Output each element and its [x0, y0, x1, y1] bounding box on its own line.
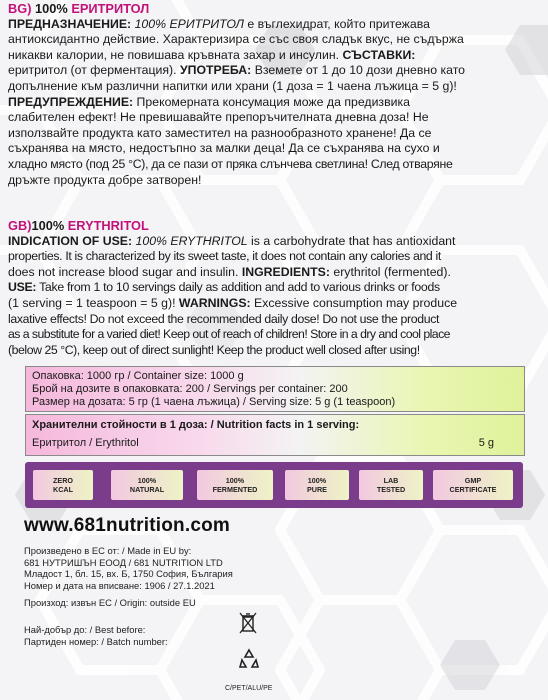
- bg-line-10: хладно място (под 25 °C), да се пази от пряка слънчева светлина! След отваряне: [8, 156, 453, 171]
- bg-text-block: [8, 1, 540, 188]
- gb-text-block: [8, 218, 540, 358]
- bg-line-7: слабителен ефект! Не превишавайте препоръчителната дневна доза! Не: [8, 110, 429, 125]
- gb-line-4: USE: Take from 1 to 10 servings daily as addition and add to various drinks or foods: [8, 280, 440, 295]
- package-info-panel: [25, 366, 525, 412]
- recycle-material-label: C/PET/ALU/PE: [225, 685, 273, 692]
- bg-line-2: антиоксидантно действие. Характеризира се със своя сладък вкус, не съдържа: [8, 32, 464, 47]
- manufacturer-info: Произведено в ЕС от: / Made in EU by: 681 НУТРИШЪН ЕООД / 681 NUTRITION LTD Младост 1, бл. 15, вх. Б, 1750 София, България Номер и дата на вписване: 1906 / 27.1.2021: [24, 545, 233, 591]
- badge-zero-kcal: ZERO KCAL: [33, 470, 93, 500]
- best-before: Най-добър до: / Best before:: [24, 624, 146, 635]
- origin-info: Произход: извън ЕС / Origin: outside EU: [24, 597, 196, 608]
- badge-gmp-certificate: GMP CERTIFICATE: [433, 470, 513, 500]
- nutrition-panel: [25, 414, 525, 456]
- bg-line-3: никакви калории, не повишава кръвната захар и инсулин. СЪСТАВКИ:: [8, 47, 416, 62]
- bg-heading: BG) 100% ЕРИТРИТОЛ: [8, 1, 150, 16]
- bg-line-5: допълнение към различни напитки или храни (1 доза = 1 чаена лъжица = 5 g)!: [8, 78, 457, 93]
- crossed-bin-icon: [239, 612, 257, 634]
- package-serving-size: Размер на дозата: 5 гр (1 чаена лъжица) / Serving size: 5 g (1 teaspoon): [32, 396, 396, 408]
- gb-line-2: properties. It is characterized by its sweet taste, it does not contain any calories and it: [8, 249, 441, 264]
- bg-line-4: еритритол (от ферментация). УПОТРЕБА: Вземете от 1 до 10 дози дневно като: [8, 63, 466, 78]
- gb-line-3: does not increase blood sugar and insulin. INGREDIENTS: erythritol (fermented).: [8, 264, 451, 279]
- gb-line-8: (below 25 °C), keep out of direct sunlight! Keep the product well closed after using!: [8, 342, 420, 357]
- gb-line-6: laxative effects! Do not exceed the recommended daily dose! Do not use the product: [8, 311, 440, 326]
- bg-line-11: дръжте продукта добре затворен!: [8, 172, 202, 187]
- gb-line-7: as a substitute for a varied diet! Keep out of reach of children! Store in a dry and cool place: [8, 327, 450, 342]
- bg-line-8: използвайте продукта като заместител на разнообразното хранене! Да се: [8, 125, 432, 140]
- gb-heading: GB)100% ERYTHRITOL: [8, 218, 149, 233]
- badge-pure: 100% PURE: [285, 470, 349, 500]
- badge-natural: 100% NATURAL: [111, 470, 183, 500]
- nutrition-item: Еритритол / Erythritol: [32, 437, 139, 449]
- nutrition-title: Хранителни стойности в 1 доза: / Nutrition facts in 1 serving:: [32, 419, 360, 431]
- package-servings: Брой на дозите в опаковката: 200 / Servings per container: 200: [32, 383, 348, 395]
- badge-lab-tested: LAB TESTED: [359, 470, 423, 500]
- batch-number: Партиден номер: / Batch number:: [24, 636, 168, 647]
- bg-line-9: съхранява на място, недостъпно за малки деца! Да се съхранява на сухо и: [8, 141, 440, 156]
- badge-fermented: 100% FERMENTED: [197, 470, 273, 500]
- bg-line-1: ПРЕДНАЗНАЧЕНИЕ: 100% ЕРИТРИТОЛ е въглехидрат, който притежава: [8, 16, 430, 31]
- badge-strip: [25, 462, 523, 508]
- gb-line-1: INDICATION OF USE: 100% ERYTHRITOL is a carbohydrate that has antioxidant: [8, 233, 456, 248]
- website-link[interactable]: www.681nutrition.com: [24, 515, 230, 536]
- gb-line-5: (1 serving = 1 teaspoon = 5 g)! WARNINGS: Excessive consumption may produce: [8, 295, 458, 310]
- nutrition-value: 5 g: [478, 437, 494, 449]
- package-container-size: Опаковка: 1000 гр / Container size: 1000 g: [32, 370, 244, 382]
- bg-line-6: ПРЕДУПРЕЖДЕНИЕ: Прекомерната консумация може да предизвика: [8, 94, 410, 109]
- recycle-icon: [238, 648, 260, 670]
